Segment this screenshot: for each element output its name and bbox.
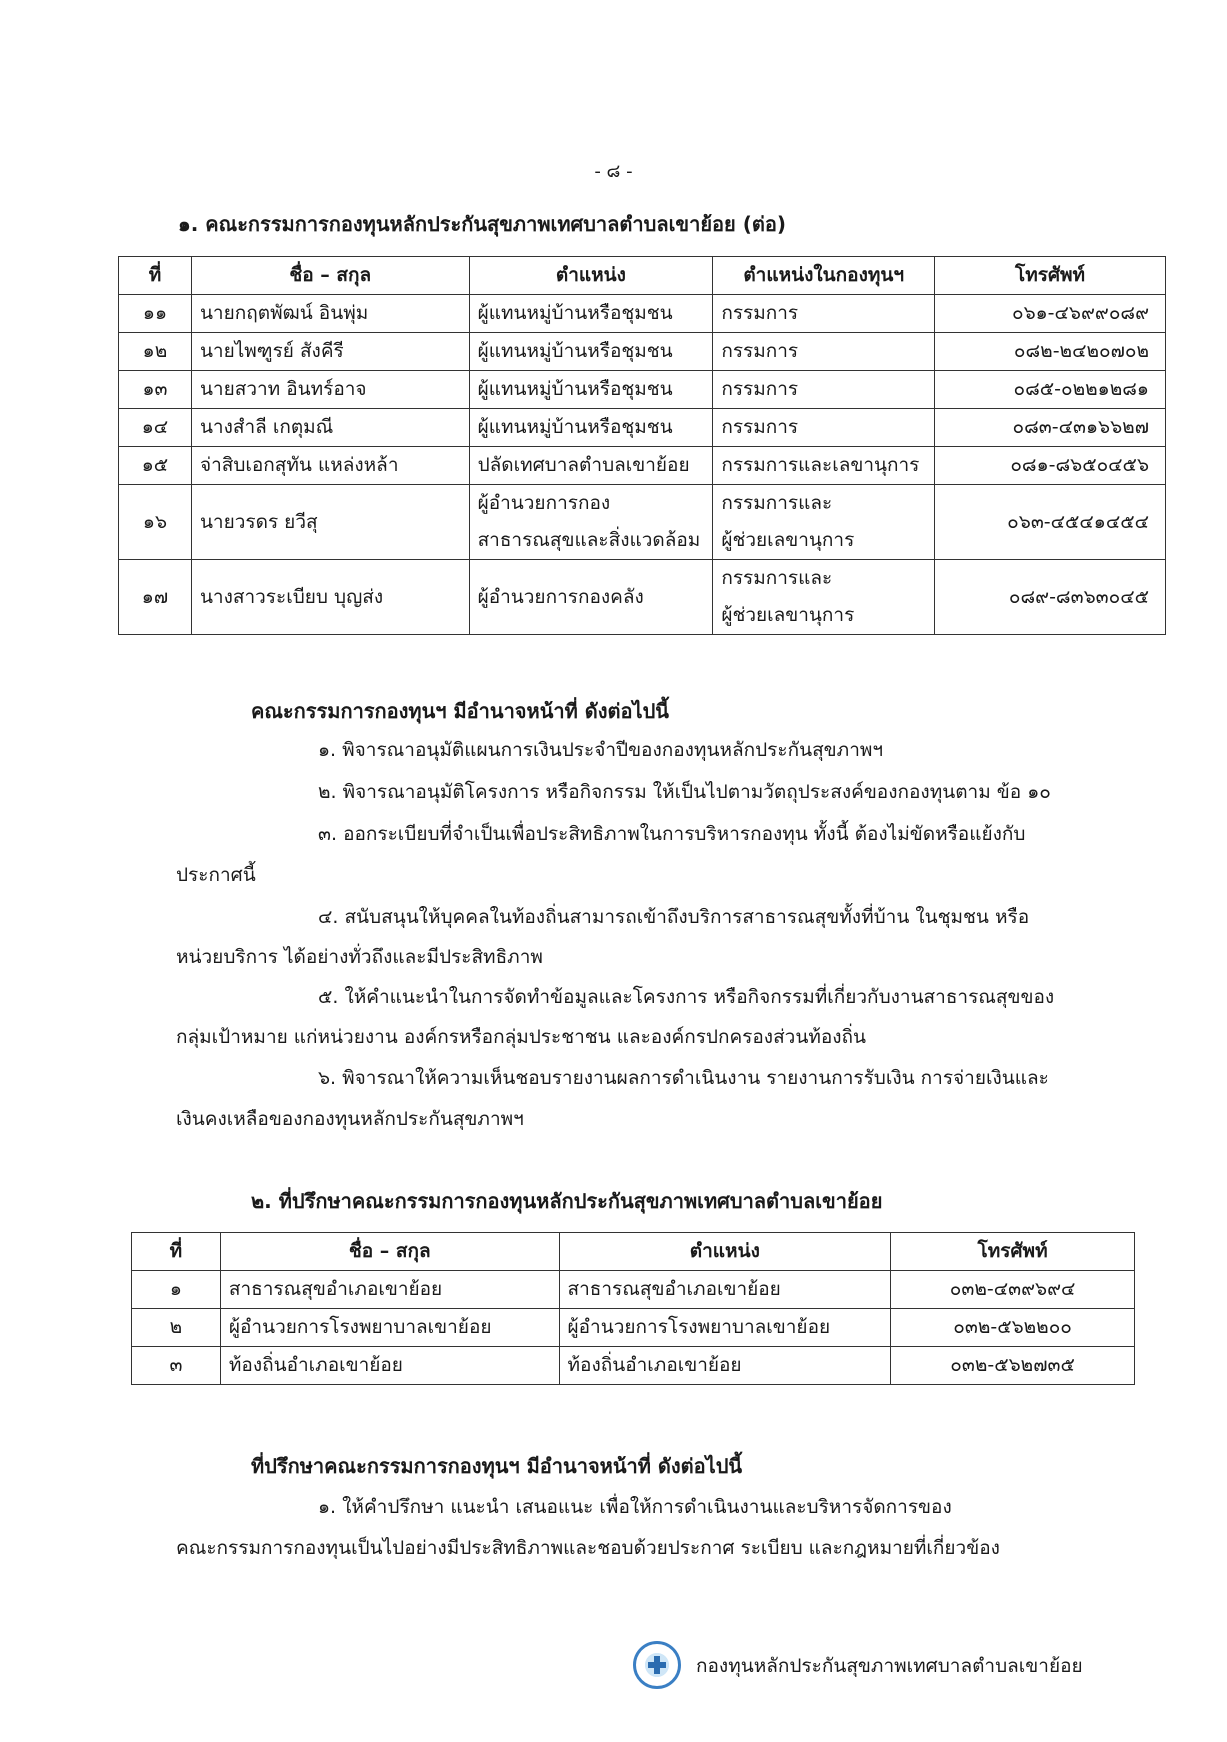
row-fund-role: กรรมการและเลขานุการ xyxy=(713,447,935,485)
table-row xyxy=(132,1271,1135,1309)
col-header-position: ตำแหน่ง xyxy=(469,257,713,295)
duty-line: ๖. พิจารณาให้ความเห็นชอบรายงานผลการดำเนินงาน รายงานการรับเงิน การจ่ายเงินและ xyxy=(318,1067,1049,1089)
row-position xyxy=(469,485,713,560)
table-row xyxy=(132,1347,1135,1385)
row-no: ๑ xyxy=(132,1271,221,1309)
col-header-no: ที่ xyxy=(119,257,192,295)
duty-line: ๓. ออกระเบียบที่จำเป็นเพื่อประสิทธิภาพในการบริหารกองทุน ทั้งนี้ ต้องไม่ขัดหรือแย้งกับ xyxy=(318,823,1026,845)
duty-line: ๕. ให้คำแนะนำในการจัดทำข้อมูลและโครงการ หรือกิจกรรมที่เกี่ยวกับงานสาธารณสุขของ xyxy=(318,986,1055,1008)
row-fund-role-line: กรรมการและ xyxy=(721,567,833,589)
table-row xyxy=(119,485,1166,560)
duty-line: เงินคงเหลือของกองทุนหลักประกันสุขภาพฯ xyxy=(176,1108,524,1130)
col-header-position: ตำแหน่ง xyxy=(559,1233,891,1271)
col-header-phone: โทรศัพท์ xyxy=(891,1233,1135,1271)
table-row xyxy=(119,295,1166,333)
advisor-duty-line: คณะกรรมการกองทุนเป็นไปอย่างมีประสิทธิภาพและชอบด้วยประกาศ ระเบียบ และกฎหมายที่เกี่ยวข้อง xyxy=(176,1537,1000,1559)
page-number: - ๘ - xyxy=(594,161,633,182)
row-fund-role xyxy=(713,485,935,560)
row-no: ๑๗ xyxy=(119,560,192,635)
row-phone: ๐๓๒-๕๖๒๒๐๐ xyxy=(891,1309,1135,1347)
section1-duties-heading: คณะกรรมการกองทุนฯ มีอำนาจหน้าที่ ดังต่อไปนี้ xyxy=(251,699,669,723)
row-no: ๑๕ xyxy=(119,447,192,485)
row-name: นางสำลี เกตุมณี xyxy=(191,409,469,447)
table-row xyxy=(119,560,1166,635)
row-no: ๒ xyxy=(132,1309,221,1347)
row-no: ๑๒ xyxy=(119,333,192,371)
col-header-name: ชื่อ – สกุล xyxy=(220,1233,559,1271)
row-position: ผู้แทนหมู่บ้านหรือชุมชน xyxy=(469,409,713,447)
row-name: จ่าสิบเอกสุทัน แหล่งหล้า xyxy=(191,447,469,485)
row-no: ๓ xyxy=(132,1347,221,1385)
row-name: ท้องถิ่นอำเภอเขาย้อย xyxy=(220,1347,559,1385)
row-name: นางสาวระเบียบ บุญส่ง xyxy=(191,560,469,635)
row-phone: ๐๘๕-๐๒๒๑๒๘๑ xyxy=(935,371,1166,409)
row-position: ปลัดเทศบาลตำบลเขาย้อย xyxy=(469,447,713,485)
duty-line: ๔. สนับสนุนให้บุคคลในท้องถิ่นสามารถเข้าถึงบริการสาธารณสุขทั้งที่บ้าน ในชุมชน หรือ xyxy=(318,906,1030,928)
section2-duties-heading: ที่ปรึกษาคณะกรรมการกองทุนฯ มีอำนาจหน้าที่ ดังต่อไปนี้ xyxy=(251,1454,743,1478)
advisor-table xyxy=(131,1232,1135,1385)
row-fund-role: กรรมการ xyxy=(713,409,935,447)
col-header-name: ชื่อ – สกุล xyxy=(191,257,469,295)
footer-text: กองทุนหลักประกันสุขภาพเทศบาลตำบลเขาย้อย xyxy=(696,1655,1083,1677)
table-row xyxy=(119,371,1166,409)
row-no: ๑๑ xyxy=(119,295,192,333)
row-fund-role-line: ผู้ช่วยเลขานุการ xyxy=(721,604,855,626)
advisor-table-header xyxy=(132,1233,1135,1271)
duty-line: ประกาศนี้ xyxy=(176,864,256,886)
row-phone: ๐๖๓-๔๕๔๑๔๕๔ xyxy=(935,485,1166,560)
table-row xyxy=(132,1309,1135,1347)
row-name: ผู้อำนวยการโรงพยาบาลเขาย้อย xyxy=(220,1309,559,1347)
row-fund-role-line: กรรมการและ xyxy=(721,492,833,514)
duty-line: กลุ่มเป้าหมาย แก่หน่วยงาน องค์กรหรือกลุ่มประชาชน และองค์กรปกครองส่วนท้องถิ่น xyxy=(176,1026,867,1048)
row-position: ผู้แทนหมู่บ้านหรือชุมชน xyxy=(469,295,713,333)
table-row xyxy=(119,447,1166,485)
row-no: ๑๖ xyxy=(119,485,192,560)
row-phone: ๐๘๑-๘๖๕๐๔๕๖ xyxy=(935,447,1166,485)
row-position: ผู้อำนวยการกองคลัง xyxy=(469,560,713,635)
row-no: ๑๓ xyxy=(119,371,192,409)
row-position: ท้องถิ่นอำเภอเขาย้อย xyxy=(559,1347,891,1385)
row-phone: ๐๓๒-๔๓๙๖๙๔ xyxy=(891,1271,1135,1309)
row-position-line: ผู้อำนวยการกอง xyxy=(477,492,611,514)
row-fund-role-line: ผู้ช่วยเลขานุการ xyxy=(721,529,855,551)
row-fund-role: กรรมการ xyxy=(713,371,935,409)
duty-line: หน่วยบริการ ได้อย่างทั่วถึงและมีประสิทธิภาพ xyxy=(176,946,543,968)
duty-line: ๑. พิจารณาอนุมัติแผนการเงินประจำปีของกองทุนหลักประกันสุขภาพฯ xyxy=(318,739,884,761)
row-name: สาธารณสุขอำเภอเขาย้อย xyxy=(220,1271,559,1309)
row-position: ผู้อำนวยการโรงพยาบาลเขาย้อย xyxy=(559,1309,891,1347)
duty-line: ๒. พิจารณาอนุมัติโครงการ หรือกิจกรรม ให้เป็นไปตามวัตถุประสงค์ของกองทุนตาม ข้อ ๑๐ xyxy=(318,781,1051,803)
row-position: ผู้แทนหมู่บ้านหรือชุมชน xyxy=(469,333,713,371)
advisor-duty-line: ๑. ให้คำปรึกษา แนะนำ เสนอแนะ เพื่อให้การดำเนินงานและบริหารจัดการของ xyxy=(318,1496,952,1518)
section1-heading: ๑. คณะกรรมการกองทุนหลักประกันสุขภาพเทศบาลตำบลเขาย้อย (ต่อ) xyxy=(178,212,787,236)
row-fund-role: กรรมการ xyxy=(713,295,935,333)
row-phone: ๐๘๒-๒๔๒๐๗๐๒ xyxy=(935,333,1166,371)
row-name: นายไพฑูรย์ สังคีรี xyxy=(191,333,469,371)
health-fund-logo-icon xyxy=(633,1641,681,1689)
col-header-no: ที่ xyxy=(132,1233,221,1271)
row-phone: ๐๖๑-๔๖๙๙๐๘๙ xyxy=(935,295,1166,333)
row-phone: ๐๘๙-๘๓๖๓๐๔๕ xyxy=(935,560,1166,635)
table-row xyxy=(119,333,1166,371)
row-fund-role: กรรมการ xyxy=(713,333,935,371)
col-header-phone: โทรศัพท์ xyxy=(935,257,1166,295)
committee-table-header xyxy=(119,257,1166,295)
row-position: สาธารณสุขอำเภอเขาย้อย xyxy=(559,1271,891,1309)
row-name: นายสวาท อินทร์อาจ xyxy=(191,371,469,409)
committee-table xyxy=(118,256,1166,635)
table-row xyxy=(119,409,1166,447)
row-position-line: สาธารณสุขและสิ่งแวดล้อม xyxy=(477,529,701,551)
row-phone: ๐๘๓-๔๓๑๖๖๒๗ xyxy=(935,409,1166,447)
row-no: ๑๔ xyxy=(119,409,192,447)
row-position: ผู้แทนหมู่บ้านหรือชุมชน xyxy=(469,371,713,409)
row-name: นายกฤตพัฒน์ อินพุ่ม xyxy=(191,295,469,333)
row-fund-role xyxy=(713,560,935,635)
col-header-fund-role: ตำแหน่งในกองทุนฯ xyxy=(713,257,935,295)
row-name: นายวรดร ยวีสุ xyxy=(191,485,469,560)
section2-heading: ๒. ที่ปรึกษาคณะกรรมการกองทุนหลักประกันสุขภาพเทศบาลตำบลเขาย้อย xyxy=(251,1189,883,1213)
row-phone: ๐๓๒-๕๖๒๗๓๕ xyxy=(891,1347,1135,1385)
